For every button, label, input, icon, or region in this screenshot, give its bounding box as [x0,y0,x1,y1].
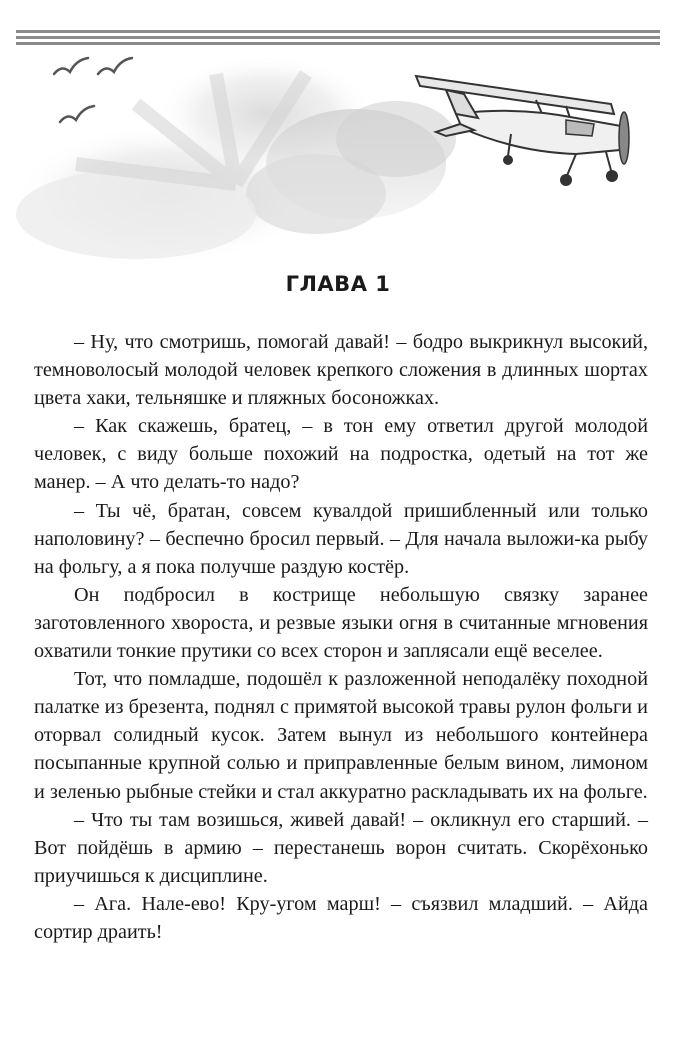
paragraph: – Ну, что смотришь, помогай давай! – бодро выкрикнул высокий, темноволосый молодой человек крепкого сложения в длинных шортах цвета хаки, тельняшке и пляжных босоножках. [34,331,648,410]
birds-illustration [54,58,132,122]
clouds-illustration [16,54,456,264]
paragraph: – Ага. Нале-ево! Кру-угом марш! – съязвил младший. – Айда сортир драить! [34,892,648,943]
chapter-body [34,328,648,946]
chapter-title: ГЛАВА 1 [285,272,391,296]
header-rule-line [16,30,660,33]
header-illustration [16,44,660,264]
paragraph: – Что ты там возишься, живей давай! – окликнул его старший. – Вот пойдёшь в армию – перестанешь ворон считать. Скорёхонько приучишься к дисциплине. [34,808,648,887]
paragraph: Он подбросил в кострище небольшую связку заранее заготовленного хвороста, и резвые языки огня в считанные мгновения охватили тонкие прутики со всех сторон и заплясали ещё веселее. [34,583,648,663]
paragraph: – Ты чё, братан, совсем кувалдой пришибленный или только наполовину? – беспечно бросил первый. – Для начала выложи-ка рыбу на фольгу, а я пока получше раздую костёр. [34,499,648,578]
paragraph: Тот, что помладше, подошёл к разложенной неподалёку походной палатке из брезента, поднял с примятой высокой травы рулон фольги и оторвал солидный кусок. Затем вынул из небольшого контейнера посыпанные крупной солью и приправленные белым вином, лимоном и зеленью рыбные стейки и стал аккуратно раскладывать их на фольге. [34,668,648,803]
header-rule-line [16,36,660,39]
paragraph: – Как скажешь, братец, – в тон ему ответил другой молодой человек, с виду больше похожий на подростка, одетый на тот же манер. – А что делать-то надо? [34,415,648,494]
airplane-illustration [416,76,629,186]
